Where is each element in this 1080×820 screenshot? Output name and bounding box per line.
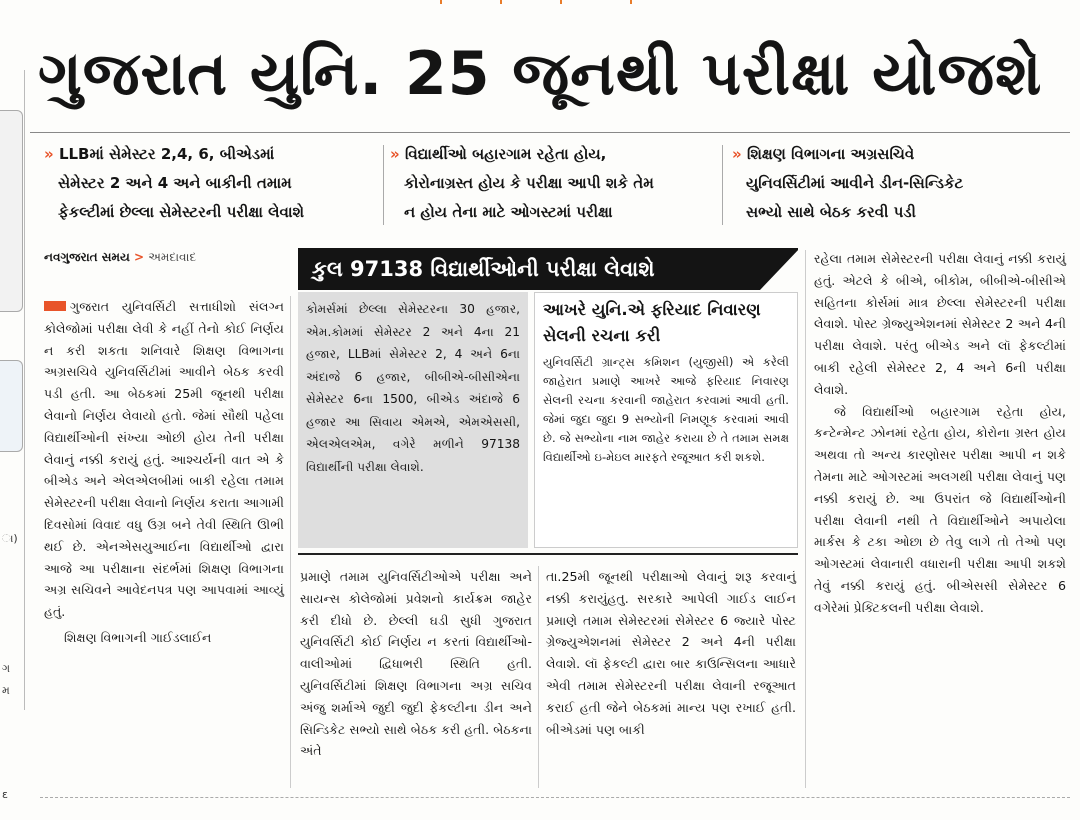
box-stats-panel: કોમર્સમાં છેલ્લા સેમેસ્ટરના 30 હજાર, એમ.કોમમાં સેમેસ્ટર 2 અને 4ના 21 હજાર, LLBમાં સેમેસ્ટર 2, 4 અને 6ના અંદાજે 6 હજાર, બીબીએ-બીસીએના સેમેસ્ટર 6ના 1500, બીએડ અંદાજે 6 હજાર આ સિવાય એમએ, એમએસસી, એલએલએમ, વગેરે મળીને 97138 વિદ્યાર્થીની પરીક્ષા લેવાશે.: [298, 292, 528, 548]
deck-line: કોરોનાગ્રસ્ત હોય કે પરીક્ષા આપી શકે તેમ: [404, 174, 654, 192]
article-column-4: [814, 248, 1066, 619]
deck-arrow-icon: »: [390, 145, 400, 163]
byline-place: અમદાવાદ: [148, 250, 197, 264]
column-text: ગુજરાત યુનિવર્સિટી સત્તાધીશો સંલગ્ન કોલેજોમાં પરીક્ષા લેવી કે નહીં તેનો કોઈ નિર્ણય ન કરી શકતા શનિવારે શિક્ષણ વિભાગના અગ્રસચિવે યુનિવર્સિટીમાં આવીને બેઠક કરવી પડી હતી. આ બેઠકમાં 25મી જૂનથી પરીક્ષા લેવાનો નિર્ણય લેવાયો હતો. જેમાં સૌથી પહેલા વિદ્યાર્થીઓની સંખ્યા ઓછી હોય તેની પરીક્ષા લેવાનું નક્કી કરાયું હતું. આશ્ચર્યની વાત એ કે બીએડ અને એલએલબીમાં બાકી રહેલા તમામ સેમેસ્ટરની પરીક્ષા લેવાનો નિર્ણય કરાતા આગામી દિવસોમાં વિવાદ વધુ ઉગ્ર બને તેવી સ્થિતિ ઊભી થઈ છે. એનએસયુઆઈના વિદ્યાર્થીઓ દ્વારા આજે આ પરીક્ષાના સંદર્ભમાં શિક્ષણ વિભાગના અગ્ર સચિવને આવેદનપત્ર પણ આપવામાં આવ્યું હતું.: [44, 299, 284, 620]
byline-separator: >: [134, 250, 145, 264]
deck-3: [732, 140, 1062, 227]
deck-2: [390, 140, 720, 227]
article-column-3: તા.25મી જૂનથી પરીક્ષાઓ લેવાનું શરૂ કરવાનું નક્કી કરાયુંહતુ. સરકારે આપેલી ગાઈડ લાઈન પ્રમાણે તમામ સેમેસ્ટરમાં સેમેસ્ટર 6 જ્યારે પોસ્ટ ગ્રેજ્યુએશનમાં સેમેસ્ટર 2 અને 4ની પરીક્ષા લેવાશે. લૉ ફેકલ્ટી દ્વારા બાર કાઉન્સિલના આધારે એવી તમામ સેમેસ્ટરની પરીક્ષા લેવાની રજૂઆત કરાઈ હતી જેને બેઠકમાં માન્ય પણ રખાઈ હતી. બીએડમાં પણ બાકી: [546, 569, 796, 737]
adjacent-text-fragment: ગ: [2, 662, 11, 675]
sidebar-title: આખરે યુનિ.એ ફરિયાદ નિવારણ સેલની રચના કરી: [543, 300, 761, 345]
byline: [44, 250, 196, 265]
box-sidebar: [534, 292, 798, 548]
column-text: રહેલા તમામ સેમેસ્ટરની પરીક્ષા લેવાનું નક્કી કરાયું હતું. એટલે કે બીએ, બીકોમ, બીબીએ-બીસીએ સહિતના કોર્સમાં માત્ર છેલ્લા સેમેસ્ટરની પરીક્ષા લેવાશે. પોસ્ટ ગ્રેજ્યુએશનમાં સેમેસ્ટર 2 અને 4ની પરીક્ષા લેવાશે. પરંતુ બીએડ અને લૉ ફેકલ્ટીમાં બાકી રહેલી સેમેસ્ટર 2, 4 અને 6ની પરીક્ષા લેવાશે.: [814, 251, 1066, 397]
column-divider: [538, 566, 539, 788]
adjacent-panel-edge: [0, 360, 23, 452]
column-text: જે વિદ્યાર્થીઓ બહારગામ રહેતા હોય, કન્ટેન્મેન્ટ ઝોનમાં રહેતા હોય, કોરોના ગ્રસ્ત હોય અથવા તો અન્ય કારણોસર પરીક્ષા આપી ન શકે તેમના માટે ઓગસ્ટમાં અલગથી પરીક્ષા લેવાનું પણ નક્કી કરાયું છે. આ ઉપરાંત જે વિદ્યાર્થીઓની પરીક્ષા લેવાની નથી તે વિદ્યાર્થીઓને અપાયેલા માર્કસ કે ટકા ઓછા છે તેવુ લાગે તો તેઓ પણ ઓગસ્ટમાં લેવાનારી વધારાની પરીક્ષા આપી શકશે તેવું નક્કી કરાયું હતું. બીએસસી સેમેસ્ટર 6 વગેરેમાં પ્રેક્ટિકલની પરીક્ષા લેવાશે.: [814, 403, 1066, 615]
deck-line: સેમેસ્ટર 2 અને 4 અને બાકીની તમામ: [58, 174, 292, 192]
column-text: શિક્ષણ વિભાગની ગાઈડલાઈન: [64, 629, 212, 645]
deck-line: યુનિવર્સિટીમાં આવીને ડીન-સિન્ડિકેટ: [746, 174, 964, 192]
box-title: કુલ 97138 વિદ્યાર્થીઓની પરીક્ષા લેવાશે: [298, 248, 798, 290]
adjacent-text-fragment: મ: [2, 684, 10, 697]
deck-line: ન હોય તેના માટે ઓગસ્ટમાં પરીક્ષા: [404, 203, 613, 221]
adjacent-text-fragment: ા): [2, 532, 18, 545]
deck-1: [44, 140, 384, 227]
deck-line: વિદ્યાર્થીઓ બહારગામ રહેતા હોય,: [404, 145, 607, 163]
top-color-strip: [430, 0, 650, 4]
column-divider: [290, 296, 291, 788]
deck-line: ફેકલ્ટીમાં છેલ્લા સેમેસ્ટરની પરીક્ષા લેવાશે: [58, 203, 305, 221]
deck-divider: [722, 145, 723, 225]
deck-line: સભ્યો સાથે બેઠક કરવી પડી: [746, 203, 916, 221]
deck-divider: [383, 145, 384, 225]
sidebar-text: યુનિવર્સિટી ગ્રાન્ટ્સ કમિશન (યુજીસી) એ કરેલી જાહેરાત પ્રમાણે આખરે આજે ફરિયાદ નિવારણ સેલની રચના કરવાની જાહેરાત કરવામાં આવી હતી. જેમાં જુદા જુદા 9 સભ્યોની નિમણૂક કરવામાં આવી છે. જે સભ્યોના નામ જાહેર કરાયા છે તે તમામ સમક્ષ વિદ્યાર્થીઓ ઇ-મેઇલ મારફતે રજૂઆત કરી શકશે.: [543, 355, 789, 464]
deck-arrow-icon: »: [732, 145, 742, 163]
deck-line: LLBમાં સેમેસ્ટર 2,4, 6, બીએડમાં: [58, 145, 275, 163]
box-bottom-rule: [298, 553, 798, 555]
article-column-1: [44, 296, 284, 649]
headline: ગુજરાત યુનિ. 25 જૂનથી પરીક્ષા યોજશે: [38, 39, 1043, 109]
adjacent-column-edge: [0, 70, 25, 801]
headline-rule: [30, 132, 1070, 133]
byline-source: નવગુજરાત સમય: [44, 250, 130, 264]
story-start-marker: [44, 301, 66, 311]
article-column-2: પ્રમાણે તમામ યુનિવર્સિટીઓએ પરીક્ષા અને સાયન્સ કોલેજોમાં પ્રવેશનો કાર્યક્રમ જાહેર કરી દીધો છે. છેલ્લી ઘડી સુધી ગુજરાત યુનિવર્સિટી કોઈ નિર્ણય ન કરતાં વિદ્યાર્થીઓ-વાલીઓમાં દ્વિધાભરી સ્થિતિ હતી. યુનિવર્સિટીમાં શિક્ષણ વિભાગના અગ્ર સચિવ અંજુ શર્માએ જુદી જુદી ફેકલ્ટીના ડીન અને સિન્ડિકેટ સભ્યો સાથે બેઠક કરી હતી. બેઠકના અંતે: [300, 569, 532, 759]
deck-arrow-icon: »: [44, 145, 54, 163]
column-divider: [805, 250, 806, 788]
deck-line: શિક્ષણ વિભાગના અગ્રસચિવે: [746, 145, 915, 163]
page-bottom-rule: [40, 797, 1070, 798]
adjacent-text-fragment: ε: [2, 788, 8, 801]
adjacent-box-edge: [0, 110, 23, 312]
